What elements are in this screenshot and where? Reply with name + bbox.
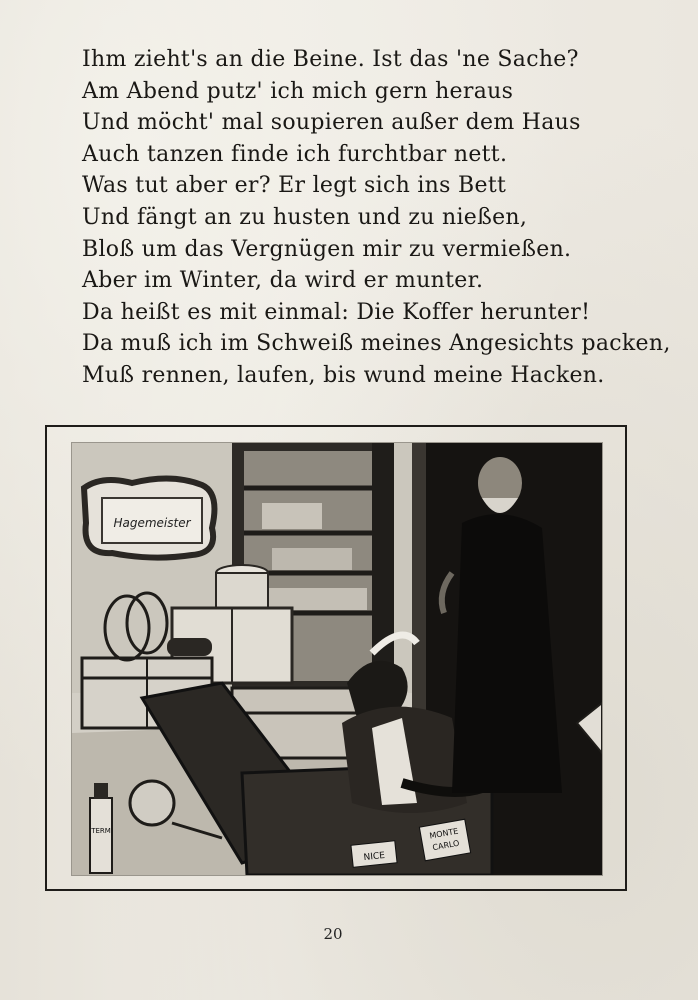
poem-line: Da heißt es mit einmal: Die Koffer herunter! — [82, 299, 591, 325]
poem-line: Aber im Winter, da wird er munter. — [82, 268, 484, 294]
poem-line: Bloß um das Vergnügen mir zu vermießen. — [82, 236, 572, 262]
picture-signature: Hagemeister — [113, 516, 191, 530]
poem-text — [82, 44, 671, 392]
poem-line: Da muß ich im Schweiß meines Angesichts packen, — [82, 331, 671, 357]
illustration-drawing — [72, 443, 602, 875]
page-number: 20 — [323, 925, 343, 943]
luggage-label-carlo: CARLO — [431, 838, 461, 853]
poem-line: Muß rennen, laufen, bis wund meine Hacken. — [82, 362, 605, 388]
bottle-label: TERM — [91, 827, 111, 835]
illustration-packing-trunks — [72, 443, 602, 875]
poem-line: Auch tanzen finde ich furchtbar nett. — [82, 141, 508, 167]
poem-line: Was tut aber er? Er legt sich ins Bett — [82, 173, 507, 199]
wall-picture-frame — [84, 478, 214, 557]
poem-line: Und fängt an zu husten und zu nießen, — [82, 204, 528, 230]
hat-box — [216, 565, 268, 613]
luggage-label-monte: MONTE — [428, 826, 459, 841]
luggage-label-nice: NICE — [363, 850, 386, 864]
poem-line: Ihm zieht's an die Beine. Ist das 'ne Sache? — [82, 47, 579, 72]
poem-line: Am Abend putz' ich mich gern heraus — [82, 78, 514, 104]
poem-line: Und möcht' mal soupieren außer dem Haus — [82, 110, 581, 136]
